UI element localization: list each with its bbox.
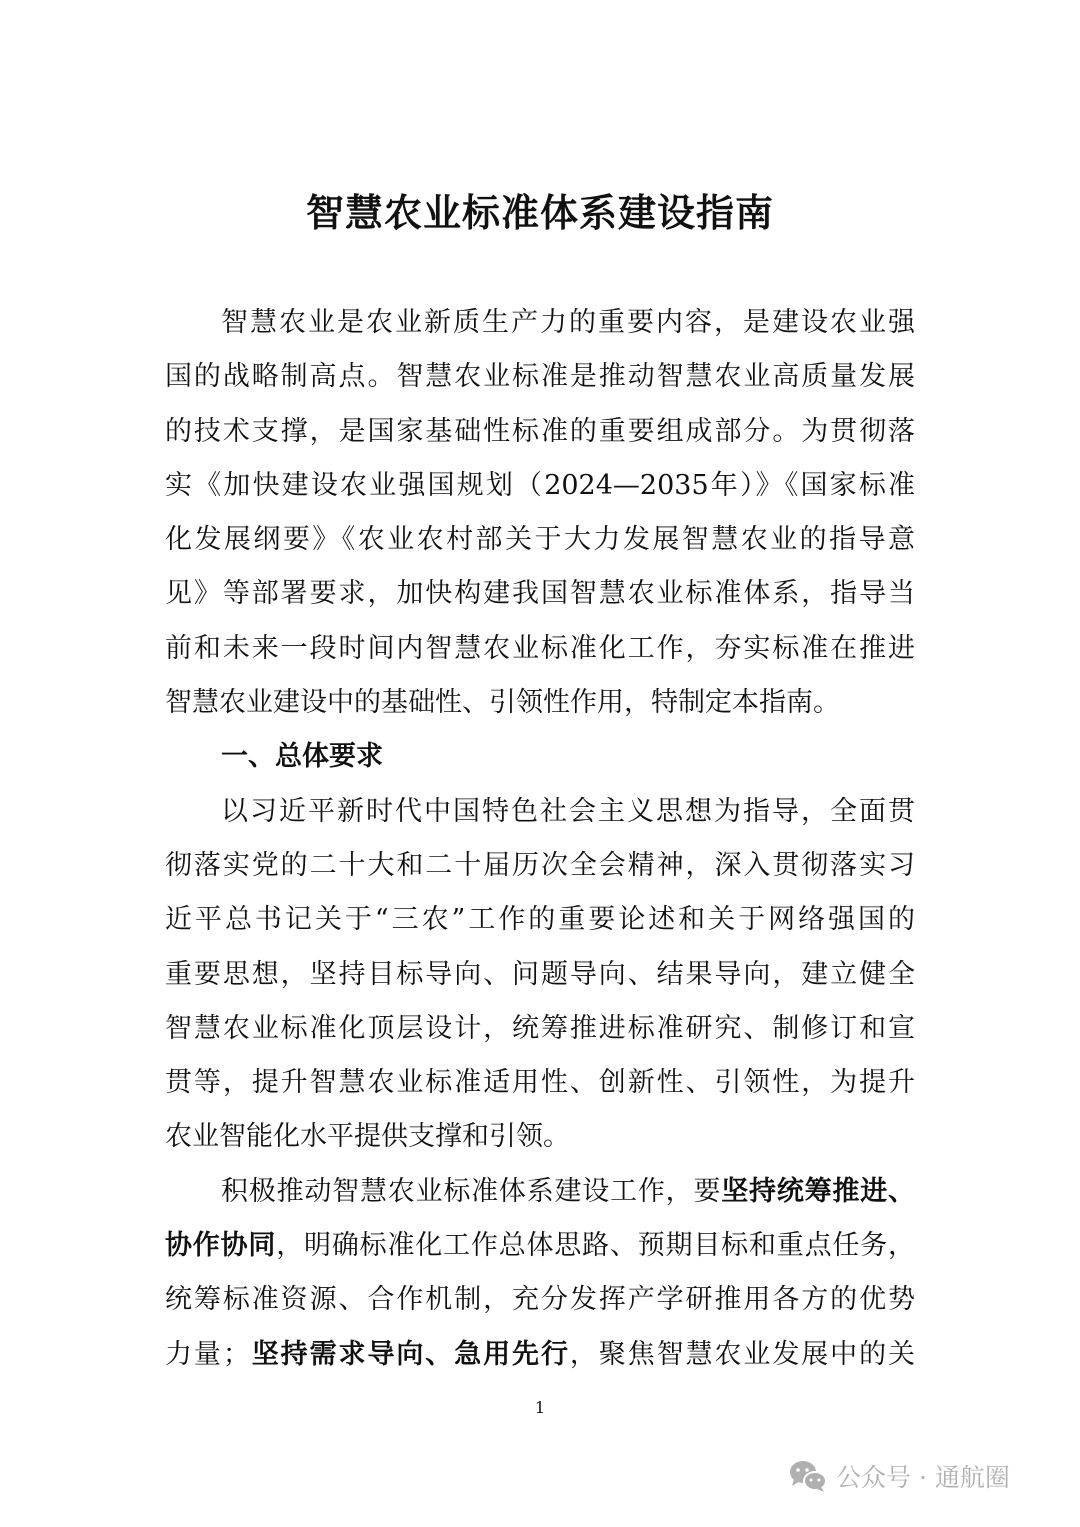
text-segment: 智慧农业是农业新质生产力的重要内容，是建设农业强: [221, 307, 915, 338]
text-segment: 国的战略制高点。智慧农业标准是推动智慧农业高质量发展: [165, 361, 915, 393]
text-segment: 重要思想，坚持目标导向、问题导向、结果导向，建立健全: [165, 958, 915, 990]
section-heading: [165, 730, 915, 784]
text-segment: 统筹标准资源、合作机制，充分发挥产学研推用各方的优势: [165, 1284, 915, 1316]
bold-text: 坚持统筹推进、: [721, 1175, 915, 1207]
text-segment: 积极推动智慧农业标准体系建设工作，要: [221, 1175, 722, 1207]
text-segment: 的技术支撑，是国家基础性标准的重要组成部分。为贯彻落: [165, 415, 915, 447]
bold-text: 协作协同: [165, 1230, 277, 1262]
text-line: [165, 839, 915, 893]
text-line: [165, 1056, 915, 1110]
text-line: [165, 1002, 915, 1056]
text-line: [165, 1219, 915, 1273]
text-line: [165, 1165, 915, 1219]
text-line: [165, 567, 915, 621]
text-line: [165, 513, 915, 567]
text-line: [165, 405, 915, 459]
watermark: [788, 1458, 1010, 1494]
text-segment: 智慧农业建设中的基础性、引领性作用，特制定本指南。: [165, 687, 840, 719]
document-body: [165, 296, 915, 1382]
text-line: [165, 459, 915, 513]
text-line: [165, 893, 915, 947]
text-segment: 化发展纲要》《农业农村部关于大力发展智慧农业的指导意: [165, 524, 915, 556]
text-segment: 彻落实党的二十大和二十届历次全会精神，深入贯彻落实习: [165, 849, 915, 881]
bold-text: 坚持需求导向、急用先行: [249, 1338, 570, 1370]
wechat-icon: [788, 1459, 828, 1493]
text-line: [165, 676, 915, 730]
text-segment: ，聚焦智慧农业发展中的关: [569, 1338, 916, 1370]
document-title: 智慧农业标准体系建设指南: [305, 190, 774, 235]
text-line: [165, 622, 915, 676]
text-segment: 实《加快建设农业强国规划（2024—2035年）》《国家标准: [165, 469, 915, 501]
text-line: [165, 1328, 915, 1382]
text-segment: 前和未来一段时间内智慧农业标准化工作，夯实标准在推进: [165, 632, 915, 664]
text-segment: 近平总书记关于“三农”工作的重要论述和关于网络强国的: [165, 904, 915, 936]
text-segment: 见》等部署要求，加快构建我国智慧农业标准体系，指导当: [165, 578, 915, 610]
watermark-text: 公众号 · 通航圈: [836, 1463, 1010, 1492]
text-segment: 智慧农业标准化顶层设计，统筹推进标准研究、制修订和宣: [165, 1012, 915, 1044]
text-segment: 农业智能化水平提供支撑和引领。: [165, 1121, 570, 1153]
text-segment: 以习近平新时代中国特色社会主义思想为指导，全面贯: [221, 795, 915, 827]
text-line: [165, 1110, 915, 1164]
text-line: [165, 948, 915, 1002]
bold-text: 一、总体要求: [221, 741, 383, 773]
text-line: [165, 350, 915, 404]
text-segment: ，明确标准化工作总体思路、预期目标和重点任务，: [276, 1230, 916, 1262]
page-number: 1: [534, 1398, 546, 1417]
text-line: [165, 1273, 915, 1327]
text-segment: 贯等，提升智慧农业标准适用性、创新性、引领性，为提升: [165, 1067, 915, 1099]
text-line: [165, 296, 915, 350]
text-segment: 力量；: [165, 1338, 250, 1370]
text-line: [165, 785, 915, 839]
